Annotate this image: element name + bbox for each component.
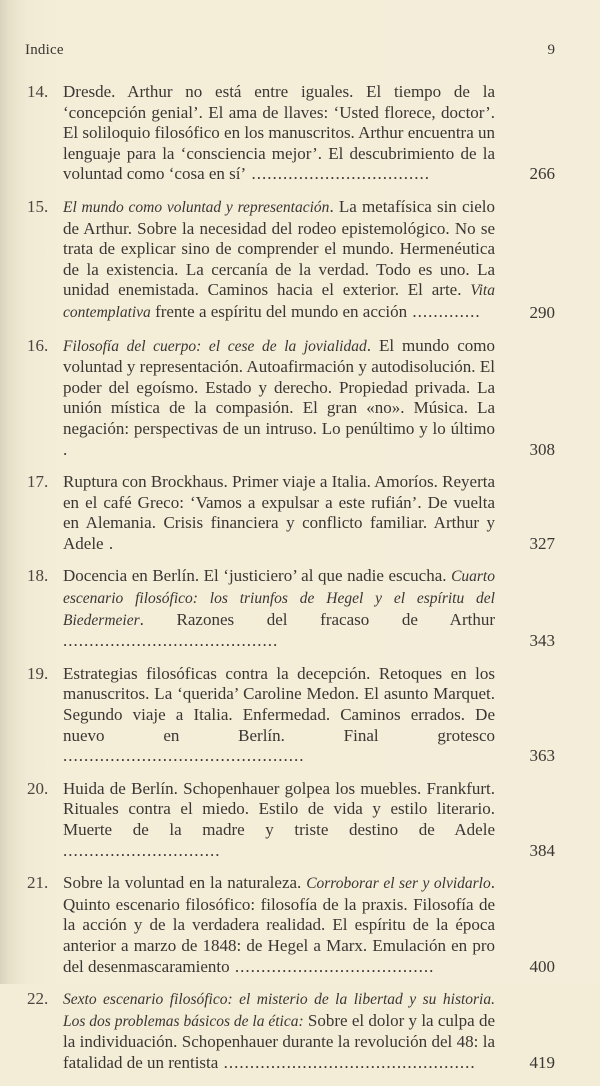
italic-title-segment: Corroborar el ser y olvidarlo <box>306 875 491 893</box>
text-segment: Sobre la voluntad en la naturaleza. <box>63 873 307 893</box>
italic-title-segment: Filosofía del cuerpo: el cese de la jovialidad <box>63 337 367 355</box>
toc-entry <box>25 664 555 767</box>
chapter-number: 14. <box>27 82 49 101</box>
chapter-summary <box>63 197 495 324</box>
chapter-page-number: 363 <box>529 746 555 766</box>
chapter-number: 15. <box>27 196 49 216</box>
dot-leader: .............................. <box>63 840 221 860</box>
text-segment: frente a espíritu del mundo en acción <box>150 301 408 321</box>
text-segment: . Razones del fracaso de Arthur <box>139 609 495 629</box>
italic-title-segment: El mundo como voluntad y representación <box>63 198 330 216</box>
text-segment: Huida de Berlín. Schopenhauer golpea los muebles. Frankfurt. Rituales contra el miedo. Estilo de vida y estilo literario. Muerte de la madre y triste destino de Adele <box>63 778 495 839</box>
page-number: 9 <box>547 42 555 58</box>
chapter-summary <box>63 566 495 651</box>
chapter-summary <box>63 82 495 185</box>
toc-entry <box>25 779 555 861</box>
text-segment: . La metafísica sin cielo de Arthur. Sobre la necesidad del rodeo epistemológico. No se trata de explicar sino de comprender el mundo. Hermenéutica de la existencia. La cercanía de la verdad. Todo es uno. La unidad enemistada. Caminos hacia el exterior. El arte. <box>63 196 495 300</box>
dot-leader: ...................................... <box>229 956 435 976</box>
chapter-summary <box>63 779 495 861</box>
italic-title-segment: Vita contemplativa <box>63 282 495 321</box>
chapter-number: 16. <box>27 335 49 355</box>
italic-title-segment: Sexto escenario filosófico: el misterio de la libertad y su historia. Los dos problemas básicos de la ética: <box>63 991 495 1030</box>
text-segment: Dresde. Arthur no está entre iguales. El tiempo de la ‘concepción genial’. El ama de llaves: ‘Usted florece, doctor’. El soliloquio filosófico en los manuscritos. Arthur encuentra un lenguaje para la ‘consciencia mejor’. El descubrimiento de la voluntad como ‘cosa en sí’ <box>63 82 496 184</box>
chapter-summary <box>63 472 495 554</box>
text-segment: . El mundo como voluntad y representación. Autoafirmación y autodisolución. El poder del egoísmo. Estado y derecho. Propiedad privada. La unión mística de la compasión. El gran «no». Música. La negación: perspectivas de un intruso. Lo penúltimo y lo último <box>63 335 495 438</box>
chapter-page-number: 400 <box>529 956 555 976</box>
italic-title-segment: Cuarto escenario filosófico: los triunfos de Hegel y el espíritu del Biedermeier <box>63 568 495 629</box>
chapter-number: 19. <box>27 663 49 683</box>
chapter-number: 21. <box>27 873 49 893</box>
chapter-page-number: 419 <box>529 1052 555 1072</box>
dot-leader: .................................. <box>246 164 430 184</box>
chapter-summary <box>63 336 495 461</box>
chapter-page-number: 327 <box>529 533 555 553</box>
toc-entry <box>25 989 555 1073</box>
dot-leader: ................................................ <box>218 1052 476 1072</box>
running-head <box>25 42 555 62</box>
dot-leader: . <box>103 533 115 553</box>
toc-entry <box>25 472 555 554</box>
dot-leader: . <box>63 439 69 459</box>
chapter-summary <box>63 664 495 767</box>
chapter-number: 17. <box>27 472 49 492</box>
chapter-page-number: 343 <box>529 631 555 651</box>
chapter-page-number: 308 <box>529 439 555 459</box>
dot-leader: ......................................... <box>63 631 279 651</box>
toc-entry <box>25 82 555 185</box>
chapter-summary <box>63 989 495 1073</box>
toc-entry <box>25 873 555 977</box>
chapter-number: 22. <box>27 989 49 1009</box>
text-segment: Sobre el dolor y la culpa de la individuación. Schopenhauer durante la revolución del 48: la fatalidad de un rentista <box>63 1010 495 1072</box>
table-of-contents <box>25 82 555 1086</box>
chapter-page-number: 290 <box>529 302 555 322</box>
toc-entry <box>25 197 555 324</box>
toc-entry <box>25 566 555 651</box>
text-segment: Ruptura con Brockhaus. Primer viaje a Italia. Amoríos. Reyerta en el café Greco: ‘Vamos a expulsar a este rufián’. De vuelta en Alemania. Crisis financiera y conflicto familiar. Arthur y Adele <box>63 472 495 553</box>
chapter-number: 18. <box>27 566 49 586</box>
text-segment: . Quinto escenario filosófico: filosofía de la praxis. Filosofía de la acción y de la verdadera realidad. El espíritu de la época anterior a marzo de 1848: de Hegel a Marx. Emulación en pro del desenmascaramiento <box>63 873 495 976</box>
toc-entry <box>25 336 555 461</box>
dot-leader: ............. <box>407 301 481 321</box>
chapter-page-number: 384 <box>529 840 555 860</box>
chapter-number: 20. <box>27 778 49 798</box>
chapter-page-number: 266 <box>529 164 555 184</box>
text-segment: Docencia en Berlín. El ‘justiciero’ al que nadie escucha. <box>63 566 452 586</box>
text-segment: Estrategias filosóficas contra la decepción. Retoques en los manuscritos. La ‘querida’ Caroline Medon. El asunto Marquet. Segundo viaje a Italia. Enfermedad. Caminos errados. De nuevo en Berlín. Final grotesco <box>63 663 495 745</box>
running-head-title: Indice <box>25 42 64 58</box>
chapter-summary <box>63 873 495 977</box>
dot-leader: .............................................. <box>63 746 305 766</box>
